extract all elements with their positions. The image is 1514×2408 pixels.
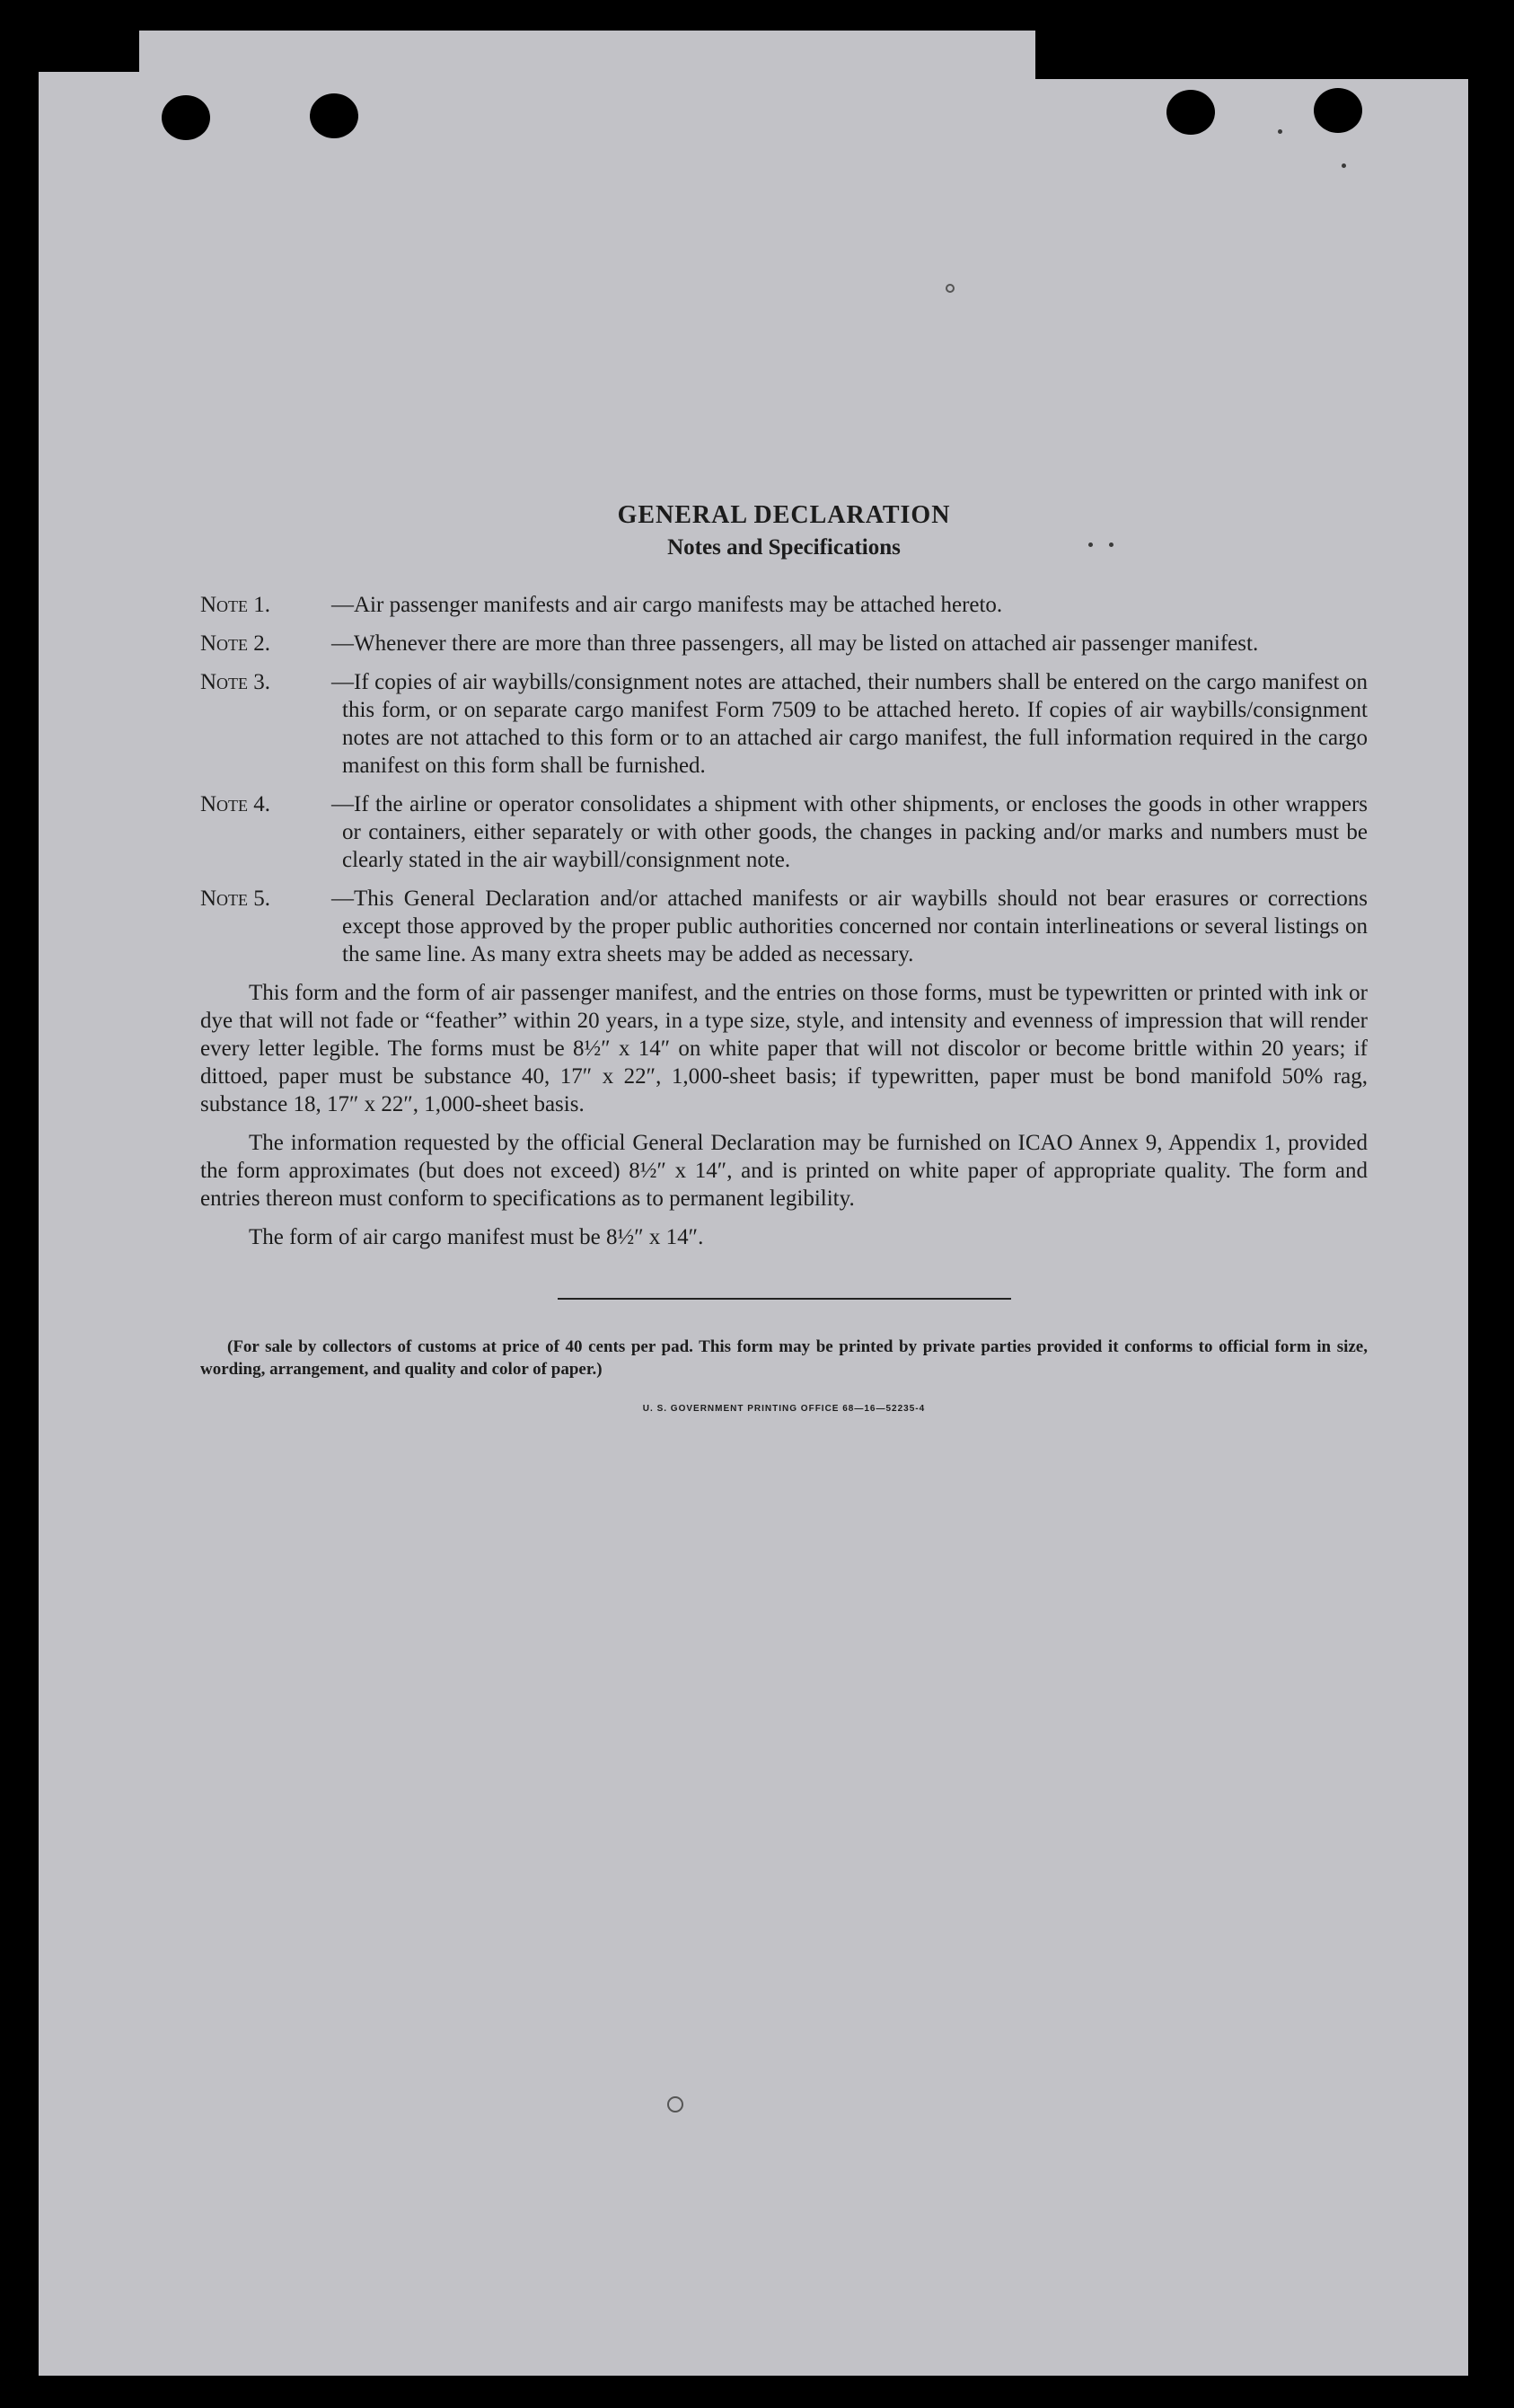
paper-speck (946, 284, 955, 293)
document-subtitle: Notes and Specifications (667, 535, 901, 560)
punch-hole (162, 95, 210, 140)
top-edge-tear (1035, 31, 1468, 79)
note-text: —If copies of air waybills/consignment notes are attached, their numbers shall be entered on the cargo manifest on this form, or on separate cargo manifest Form 7509 to be attached hereto. If copies of air waybills/consignment notes are not attached to this form or to an attached air cargo manifest, the full information required in the cargo manifest on this form shall be furnished. (331, 670, 1368, 778)
paper-sheet (39, 31, 1468, 2376)
document-title: GENERAL DECLARATION (617, 501, 951, 529)
note-text: —Air passenger manifests and air cargo manifests may be attached hereto. (331, 593, 1003, 617)
note-1 (200, 591, 1368, 619)
paragraph-cargo-manifest-size: The form of air cargo manifest must be 8½″ x 14″. (249, 1225, 704, 1249)
note-text: —If the airline or operator consolidates a shipment with other shipments, or encloses the goods in other wrappers or containers, either separately or with other goods, the changes in packing and/or marks and numbers must be clearly stated in the air waybill/consignment note. (331, 792, 1368, 872)
note-2 (200, 630, 1368, 657)
note-4 (200, 790, 1368, 874)
top-edge-tear (39, 31, 139, 72)
divider-rule (558, 1298, 1011, 1300)
printing-office-imprint: U. S. GOVERNMENT PRINTING OFFICE 68—16—52235-4 (642, 1404, 926, 1414)
punch-hole (1314, 88, 1362, 133)
sale-note: (For sale by collectors of customs at price of 40 cents per pad. This form may be printed by private parties provided it conforms to official form in size, wording, arrangement, and quality and color of paper.) (200, 1337, 1368, 1379)
paper-speck (1342, 163, 1346, 168)
paper-speck (1278, 129, 1282, 134)
note-3 (200, 668, 1368, 780)
punch-hole (310, 93, 358, 138)
note-5 (200, 885, 1368, 968)
document-body (200, 501, 1368, 1414)
paragraph-icao-annex: The information requested by the official General Declaration may be furnished on ICAO Annex 9, Appendix 1, provided the form approximates (but does not exceed) 8½″ x 14″, and is printed on white paper of appropriate quality. The form and entries thereon must conform to specifications as to permanent legibility. (200, 1131, 1368, 1211)
punch-hole (1166, 90, 1215, 135)
note-label: Note 3. (200, 670, 271, 694)
note-label: Note 1. (200, 593, 271, 617)
note-label: Note 4. (200, 792, 271, 816)
paragraph-form-specifications: This form and the form of air passenger manifest, and the entries on those forms, must be typewritten or printed with ink or dye that will not fade or “feather” within 20 years, in a type size, style, and intensity and evenness of impression that will render every letter legible. The forms must be 8½″ x 14″ on white paper that will not discolor or become brittle within 20 years; if dittoed, paper must be substance 40, 17″ x 22″, 1,000-sheet basis; if typewritten, paper must be bond manifold 50% rag, substance 18, 17″ x 22″, 1,000-sheet basis. (200, 981, 1368, 1116)
note-text: —This General Declaration and/or attached manifests or air waybills should not bear erasures or corrections except those approved by the proper public authorities concerned nor contain interlineations or several listings on the same line. As many extra sheets may be added as necessary. (331, 886, 1368, 966)
note-label: Note 2. (200, 631, 271, 656)
paper-ring-mark (667, 2096, 683, 2113)
note-label: Note 5. (200, 886, 271, 911)
note-text: —Whenever there are more than three passengers, all may be listed on attached air passenger manifest. (331, 631, 1259, 656)
